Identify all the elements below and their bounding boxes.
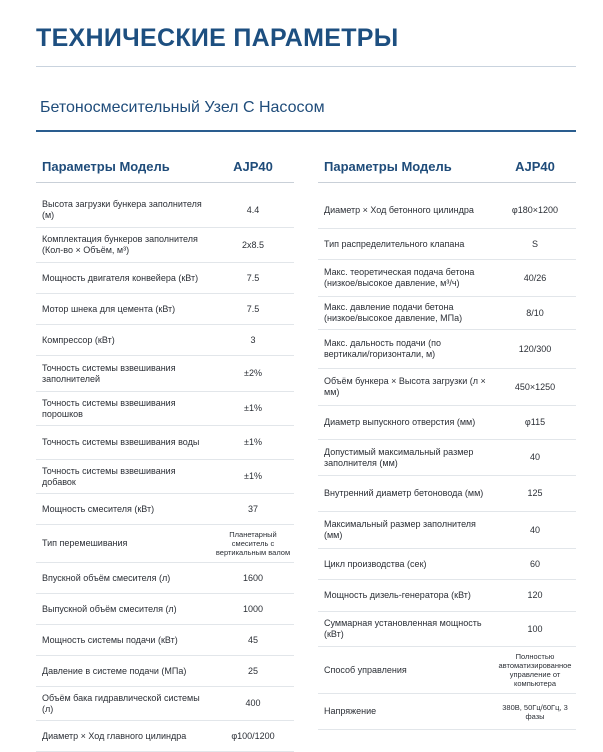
param-value: 125 bbox=[527, 488, 543, 498]
param-value: 380В, 50Гц/60Гц, 3 фазы bbox=[502, 702, 568, 721]
param-value: 40/26 bbox=[523, 272, 547, 283]
section-subtitle: Бетоносмесительный Узел С Насосом bbox=[40, 99, 325, 116]
param-name: Максимальный размер заполнителя (мм) bbox=[324, 519, 476, 540]
table-row bbox=[318, 647, 576, 694]
param-name: Компрессор (кВт) bbox=[42, 334, 115, 345]
param-value: 45 bbox=[247, 634, 258, 645]
table-row bbox=[318, 549, 576, 580]
table-row bbox=[36, 656, 294, 687]
param-value: 100 bbox=[527, 623, 543, 634]
table-row bbox=[36, 687, 294, 721]
table-row bbox=[318, 512, 576, 549]
param-value: 7.5 bbox=[246, 303, 260, 314]
table-row bbox=[36, 494, 294, 525]
page-title: ТЕХНИЧЕСКИЕ ПАРАМЕТРЫ bbox=[36, 24, 399, 52]
param-value: φ180×1200 bbox=[511, 205, 559, 215]
param-value: 8/10 bbox=[526, 307, 544, 318]
param-value: 25 bbox=[247, 665, 258, 676]
param-value: φ100/1200 bbox=[231, 730, 275, 741]
param-name: Мощность системы подачи (кВт) bbox=[42, 634, 178, 645]
table-row bbox=[36, 193, 294, 228]
header-model-label: AJP40 bbox=[515, 158, 555, 174]
param-value: 2x8.5 bbox=[241, 239, 265, 250]
param-name: Мотор шнека для цемента (кВт) bbox=[42, 303, 176, 314]
param-value: 60 bbox=[529, 558, 540, 569]
header-param-label: Параметры Модель bbox=[42, 158, 170, 174]
table-row bbox=[36, 356, 294, 392]
table-row bbox=[318, 406, 576, 440]
param-value: 40 bbox=[529, 524, 540, 535]
param-name: Давление в системе подачи (МПа) bbox=[42, 665, 187, 676]
param-name: Суммарная установленная мощность (кВт) bbox=[324, 618, 482, 639]
table-row bbox=[36, 625, 294, 656]
table-row bbox=[318, 694, 576, 730]
param-value: 7.5 bbox=[246, 272, 260, 283]
param-name: Диаметр × Ход бетонного цилиндра bbox=[324, 205, 474, 215]
table-header bbox=[318, 150, 576, 183]
param-name: Макс. давление подачи бетона (низкое/высокое давление, МПа) bbox=[324, 302, 463, 323]
param-name: Комплектация бункеров заполнителя (Кол-во × Объём, м³) bbox=[42, 234, 198, 255]
param-name: Тип перемешивания bbox=[42, 538, 128, 548]
param-value: 40 bbox=[529, 452, 540, 462]
table-row bbox=[36, 392, 294, 426]
param-name: Внутренний диаметр бетоновода (мм) bbox=[324, 488, 484, 498]
param-value: ±2% bbox=[244, 368, 262, 378]
param-name: Точность системы взвешивания порошков bbox=[42, 397, 176, 419]
param-name: Высота загрузки бункера заполнителя (м) bbox=[42, 199, 202, 220]
subtitle-divider bbox=[36, 130, 576, 132]
param-value: ±1% bbox=[244, 471, 262, 481]
table-row bbox=[318, 580, 576, 612]
param-value: 1000 bbox=[242, 603, 264, 614]
param-name: Выпускной объём смесителя (л) bbox=[42, 603, 177, 614]
table-row bbox=[318, 440, 576, 476]
param-value: 4.4 bbox=[246, 204, 260, 215]
param-name: Способ управления bbox=[324, 664, 407, 675]
param-value: 120 bbox=[527, 590, 543, 600]
table-body bbox=[36, 193, 294, 752]
param-value: ±1% bbox=[244, 403, 262, 413]
table-row bbox=[318, 612, 576, 647]
right-spec-table bbox=[318, 150, 576, 730]
table-row bbox=[318, 369, 576, 406]
param-value: 3 bbox=[250, 334, 256, 345]
header-param-label: Параметры Модель bbox=[324, 158, 452, 174]
table-row bbox=[36, 460, 294, 494]
param-name: Мощность дизель-генератора (кВт) bbox=[324, 590, 471, 600]
param-name: Мощность смесителя (кВт) bbox=[42, 503, 155, 514]
param-value: φ115 bbox=[524, 417, 546, 427]
param-name: Напряжение bbox=[324, 706, 377, 716]
table-row bbox=[318, 229, 576, 260]
left-spec-table bbox=[36, 150, 294, 752]
table-row bbox=[36, 263, 294, 294]
param-name: Точность системы взвешивания заполнителей bbox=[42, 362, 176, 384]
table-row bbox=[36, 594, 294, 625]
param-value: 1600 bbox=[242, 572, 264, 583]
table-row bbox=[318, 330, 576, 369]
header-model-label: AJP40 bbox=[233, 158, 273, 174]
table-row bbox=[318, 297, 576, 330]
param-name: Точность системы взвешивания воды bbox=[42, 437, 200, 447]
table-body bbox=[318, 193, 576, 730]
title-divider bbox=[36, 66, 576, 67]
table-row bbox=[36, 228, 294, 263]
param-name: Объём бункера × Высота загрузки (л × мм) bbox=[324, 376, 486, 397]
param-name: Цикл производства (сек) bbox=[324, 558, 427, 569]
param-value: S bbox=[531, 238, 538, 249]
table-row bbox=[36, 294, 294, 325]
param-name: Макс. теоретическая подача бетона (низкое/высокое давление, м³/ч) bbox=[324, 267, 475, 288]
param-value: 120/300 bbox=[518, 343, 552, 354]
table-row bbox=[36, 525, 294, 563]
param-name: Допустимый максимальный размер заполнителя (мм) bbox=[324, 446, 474, 468]
param-name: Макс. дальность подачи (по вертикали/горизонтали, м) bbox=[324, 338, 441, 359]
table-row bbox=[318, 193, 576, 229]
param-name: Мощность двигателя конвейера (кВт) bbox=[42, 272, 199, 283]
param-name: Точность системы взвешивания добавок bbox=[42, 465, 176, 487]
table-row bbox=[36, 721, 294, 752]
table-row bbox=[318, 260, 576, 297]
param-value: ±1% bbox=[244, 437, 262, 447]
table-row bbox=[36, 563, 294, 594]
param-value: Планетарный смеситель с вертикальным валом bbox=[215, 530, 291, 557]
param-value: 450×1250 bbox=[514, 381, 556, 392]
param-name: Объём бака гидравлической системы (л) bbox=[42, 692, 200, 714]
param-value: Полностью автоматизированное управление от компьютера bbox=[498, 652, 572, 688]
table-row bbox=[318, 476, 576, 512]
param-name: Впускной объём смесителя (л) bbox=[42, 572, 171, 583]
table-row bbox=[36, 426, 294, 460]
table-row bbox=[36, 325, 294, 356]
table-header bbox=[36, 150, 294, 183]
param-value: 400 bbox=[245, 698, 261, 708]
param-name: Тип распределительного клапана bbox=[324, 238, 465, 249]
param-value: 37 bbox=[247, 503, 258, 514]
param-name: Диаметр × Ход главного цилиндра bbox=[42, 730, 187, 741]
param-name: Диаметр выпускного отверстия (мм) bbox=[324, 417, 476, 427]
